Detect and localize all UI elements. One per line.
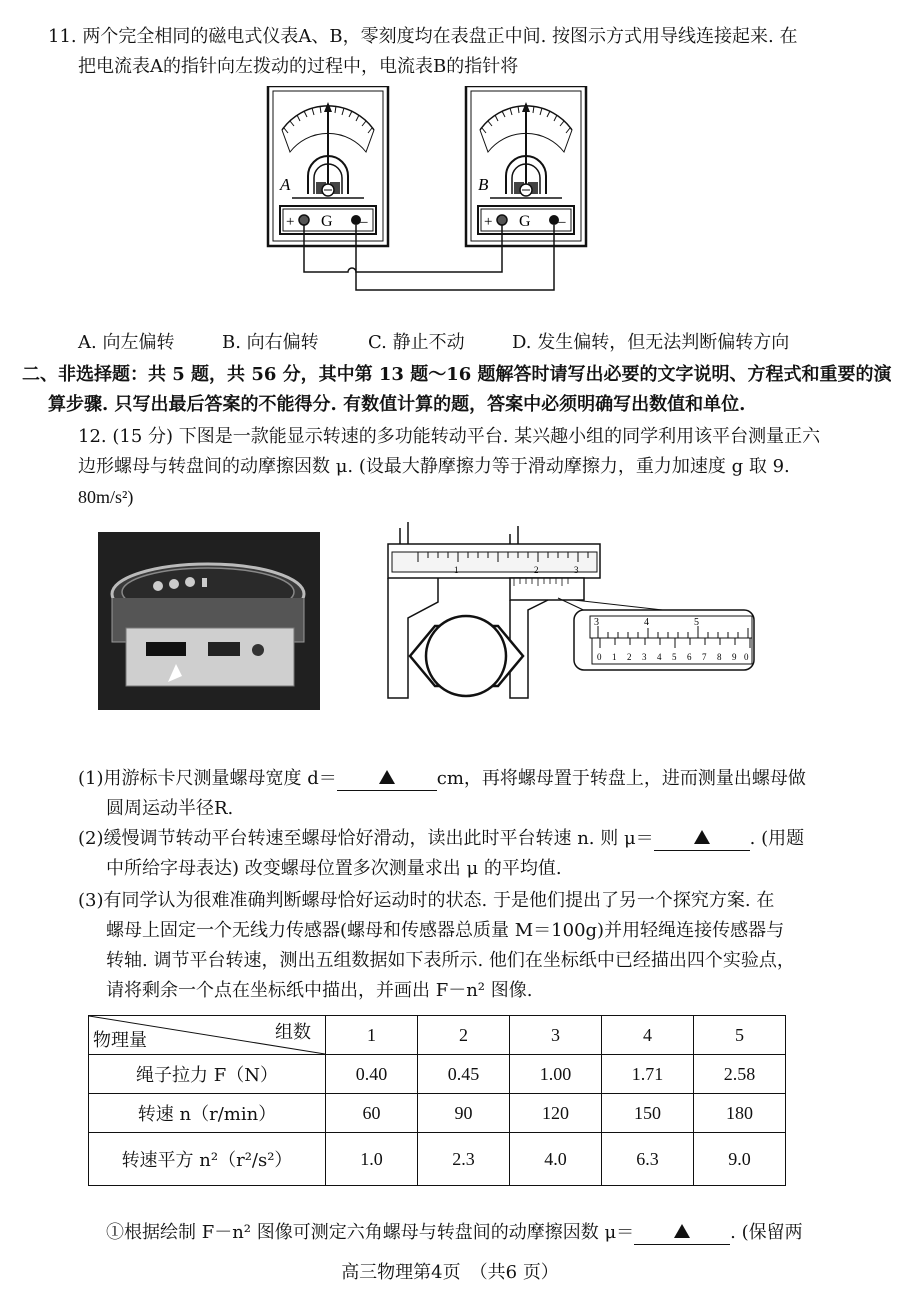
answer-blank-mu[interactable] xyxy=(654,824,750,851)
table-cell: 0.45 xyxy=(418,1055,510,1094)
q11-option-b[interactable]: B. 向右偏转 xyxy=(222,332,319,353)
row-label-force: 绳子拉力 F（N） xyxy=(89,1055,326,1094)
q11-option-d[interactable]: D. 发生偏转，但无法判断偏转方向 xyxy=(512,332,790,353)
vernier-label-5: 5 xyxy=(672,652,677,662)
vernier-label-4: 4 xyxy=(657,652,662,662)
meter-a-label: A xyxy=(280,175,291,194)
q12-part2-line2: 中所给字母表达) 改变螺母位置多次测量求出 μ 的平均值. xyxy=(106,858,562,879)
table-row xyxy=(89,1133,786,1186)
vernier-label-1: 1 xyxy=(612,652,617,662)
q12-sub1-line xyxy=(106,1220,803,1247)
corner-label-groups: 组数 xyxy=(275,1022,311,1043)
triangle-icon xyxy=(674,1224,690,1238)
group-header-2: 2 xyxy=(418,1016,510,1055)
q12-part1-suffix: cm，再将螺母置于转盘上，进而测量出螺母做 xyxy=(436,768,806,789)
table-cell: 180 xyxy=(694,1094,786,1133)
q12-part3-line1: (3)有同学认为很难准确判断螺母恰好运动时的状态. 于是他们提出了另一个探究方案. 在 xyxy=(78,890,775,911)
q12-part3-line4: 请将剩余一个点在坐标纸中描出，并画出 F－n² 图像. xyxy=(106,980,533,1001)
table-cell: 0.40 xyxy=(326,1055,418,1094)
group-header-4: 4 xyxy=(602,1016,694,1055)
answer-blank-mu-graph[interactable] xyxy=(634,1218,730,1245)
table-cell: 2.3 xyxy=(418,1133,510,1186)
q12-part2-suffix: . (用题 xyxy=(749,828,805,849)
galvanometer-circuit-diagram xyxy=(262,86,602,298)
vernier-main-label-3: 3 xyxy=(594,617,599,628)
triangle-icon xyxy=(379,770,395,784)
q11-stem-line1: 11. 两个完全相同的磁电式仪表A、B，零刻度均在表盘正中间. 按图示方式用导线连接起来. 在 xyxy=(48,26,798,47)
table-cell: 60 xyxy=(326,1094,418,1133)
meter-a-minus: – xyxy=(360,214,368,230)
vernier-label-3: 3 xyxy=(642,652,647,662)
q12-sub1-suffix: . (保留两 xyxy=(730,1222,803,1243)
section2-instructions-line2: 算步骤. 只写出最后答案的不能得分. 有数值计算的题，答案中必须明确写出数值和单位. xyxy=(48,394,746,415)
vernier-label-7: 7 xyxy=(702,652,707,662)
q12-part1-line1 xyxy=(78,766,806,793)
vernier-label-10: 0 xyxy=(744,652,749,662)
q12-sub1-prefix: ①根据绘制 F－n² 图像可测定六角螺母与转盘间的动摩擦因数 μ＝ xyxy=(106,1222,635,1243)
table-cell: 1.0 xyxy=(326,1133,418,1186)
caliper-main-label-2: 2 xyxy=(534,565,539,575)
vernier-caliper-figure xyxy=(378,518,760,704)
caliper-main-label-3: 3 xyxy=(574,565,579,575)
table-cell: 90 xyxy=(418,1094,510,1133)
q12-part1-prefix: (1)用游标卡尺测量螺母宽度 d＝ xyxy=(78,768,337,789)
vernier-label-6: 6 xyxy=(687,652,692,662)
table-cell: 4.0 xyxy=(510,1133,602,1186)
q12-part2-line1 xyxy=(78,826,804,853)
caliper-main-label-1: 1 xyxy=(454,565,459,575)
row-label-speed: 转速 n（r/min） xyxy=(89,1094,326,1133)
table-cell: 150 xyxy=(602,1094,694,1133)
q12-part3-line3: 转轴. 调节平台转速，测出五组数据如下表所示. 他们在坐标纸中已经描出四个实验点， xyxy=(106,950,795,971)
vernier-label-0: 0 xyxy=(597,652,602,662)
triangle-icon xyxy=(694,830,710,844)
page-footer: 高三物理第4页 （共6 页） xyxy=(341,1262,559,1283)
table-cell: 6.3 xyxy=(602,1133,694,1186)
table-row xyxy=(89,1055,786,1094)
group-header-3: 3 xyxy=(510,1016,602,1055)
table-cell: 1.71 xyxy=(602,1055,694,1094)
vernier-main-label-5: 5 xyxy=(694,617,699,628)
q12-part1-line2: 圆周运动半径R. xyxy=(106,798,234,819)
meter-b xyxy=(466,86,586,246)
corner-label-quantity: 物理量 xyxy=(93,1030,147,1051)
meter-b-g: G xyxy=(519,213,531,230)
section2-instructions-line1: 二、非选择题：共 5 题，共 56 分，其中第 13 题～16 题解答时请写出必要的文字说明、方程式和重要的演 xyxy=(22,364,892,385)
table-cell: 1.00 xyxy=(510,1055,602,1094)
q12-stem-line3: 80m/s²) xyxy=(78,487,134,507)
meter-b-plus: + xyxy=(484,214,493,230)
q11-option-a[interactable]: A. 向左偏转 xyxy=(78,332,175,353)
table-header-row xyxy=(89,1016,786,1055)
vernier-main-label-4: 4 xyxy=(644,617,649,628)
q12-stem-line2: 边形螺母与转盘间的动摩擦因数 μ. (设最大静摩擦力等于滑动摩擦力，重力加速度 g 取 9. xyxy=(78,456,790,477)
meter-a xyxy=(268,86,388,246)
experiment-data-table xyxy=(88,1015,786,1186)
vernier-magnified-view xyxy=(574,610,754,670)
table-row xyxy=(89,1094,786,1133)
group-header-5: 5 xyxy=(694,1016,786,1055)
table-cell: 2.58 xyxy=(694,1055,786,1094)
q12-part3-line2: 螺母上固定一个无线力传感器(螺母和传感器总质量 M＝100g)并用轻绳连接传感器与 xyxy=(106,920,785,941)
answer-blank-d[interactable] xyxy=(337,764,437,791)
row-label-speed-squared: 转速平方 n²（r²/s²） xyxy=(89,1133,326,1186)
q11-stem-line2: 把电流表A的指针向左拨动的过程中，电流表B的指针将 xyxy=(78,56,519,77)
group-header-1: 1 xyxy=(326,1016,418,1055)
table-corner-cell xyxy=(89,1016,326,1055)
q11-option-c[interactable]: C. 静止不动 xyxy=(368,332,465,353)
meter-a-plus: + xyxy=(286,214,295,230)
vernier-label-9: 9 xyxy=(732,652,737,662)
table-cell: 120 xyxy=(510,1094,602,1133)
table-cell: 9.0 xyxy=(694,1133,786,1186)
meter-b-label: B xyxy=(478,175,489,194)
vernier-label-8: 8 xyxy=(717,652,722,662)
meter-a-g: G xyxy=(321,213,333,230)
q12-part2-prefix: (2)缓慢调节转动平台转速至螺母恰好滑动，读出此时平台转速 n. 则 μ＝ xyxy=(78,828,654,849)
meter-b-minus: – xyxy=(558,214,566,230)
q12-stem-line1: 12. (15 分) 下图是一款能显示转速的多功能转动平台. 某兴趣小组的同学利用该平台测量正六 xyxy=(78,426,821,447)
rotating-platform-photo xyxy=(98,532,320,710)
vernier-label-2: 2 xyxy=(627,652,632,662)
